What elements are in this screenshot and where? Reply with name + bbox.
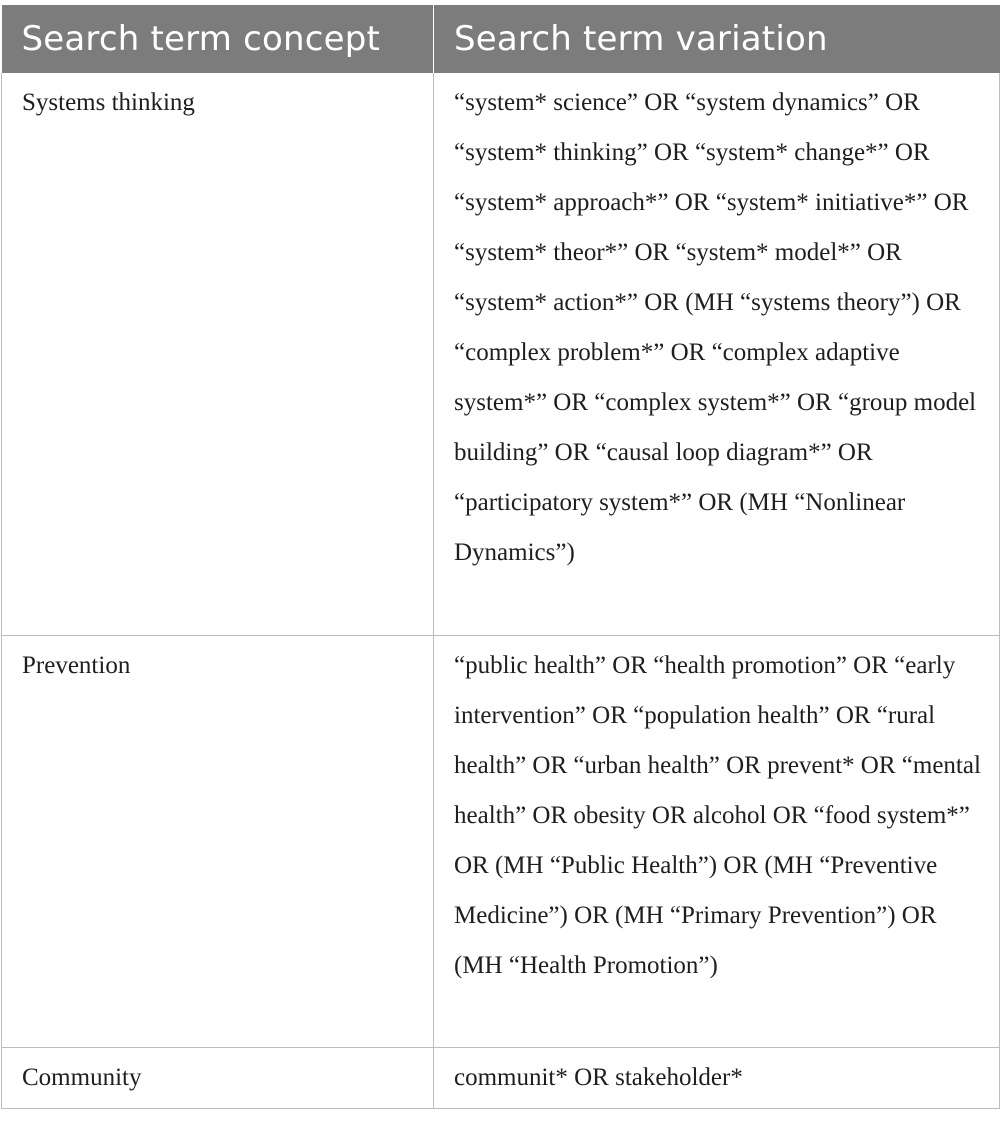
table-row bbox=[2, 1048, 1000, 1109]
variation-cell: communit* OR stakeholder* bbox=[434, 1048, 1000, 1109]
concept-cell: Prevention bbox=[2, 636, 434, 1048]
table-row bbox=[2, 636, 1000, 1048]
header-search-term-variation: Search term variation bbox=[434, 5, 1000, 73]
header-row bbox=[2, 5, 1000, 73]
search-terms-table bbox=[1, 5, 1000, 1109]
variation-cell: “public health” OR “health promotion” OR “early intervention” OR “population health” OR “rural health” OR “urban health” OR prevent* OR “mental health” OR obesity OR alcohol OR “food system*” OR (MH “Public Health”) OR (MH “Preventive Medicine”) OR (MH “Primary Prevention”) OR (MH “Health Promotion”) bbox=[434, 636, 1000, 1048]
header-search-term-concept: Search term concept bbox=[2, 5, 434, 73]
table-row bbox=[2, 73, 1000, 636]
concept-cell: Community bbox=[2, 1048, 434, 1109]
variation-cell: “system* science” OR “system dynamics” OR “system* thinking” OR “system* change*” OR “system* approach*” OR “system* initiative*” OR “system* theor*” OR “system* model*” OR “system* action*” OR (MH “systems theory”) OR “complex problem*” OR “complex adaptive system*” OR “complex system*” OR “group model building” OR “causal loop diagram*” OR “participatory system*” OR (MH “Nonlinear Dynamics”) bbox=[434, 73, 1000, 636]
concept-cell: Systems thinking bbox=[2, 73, 434, 636]
